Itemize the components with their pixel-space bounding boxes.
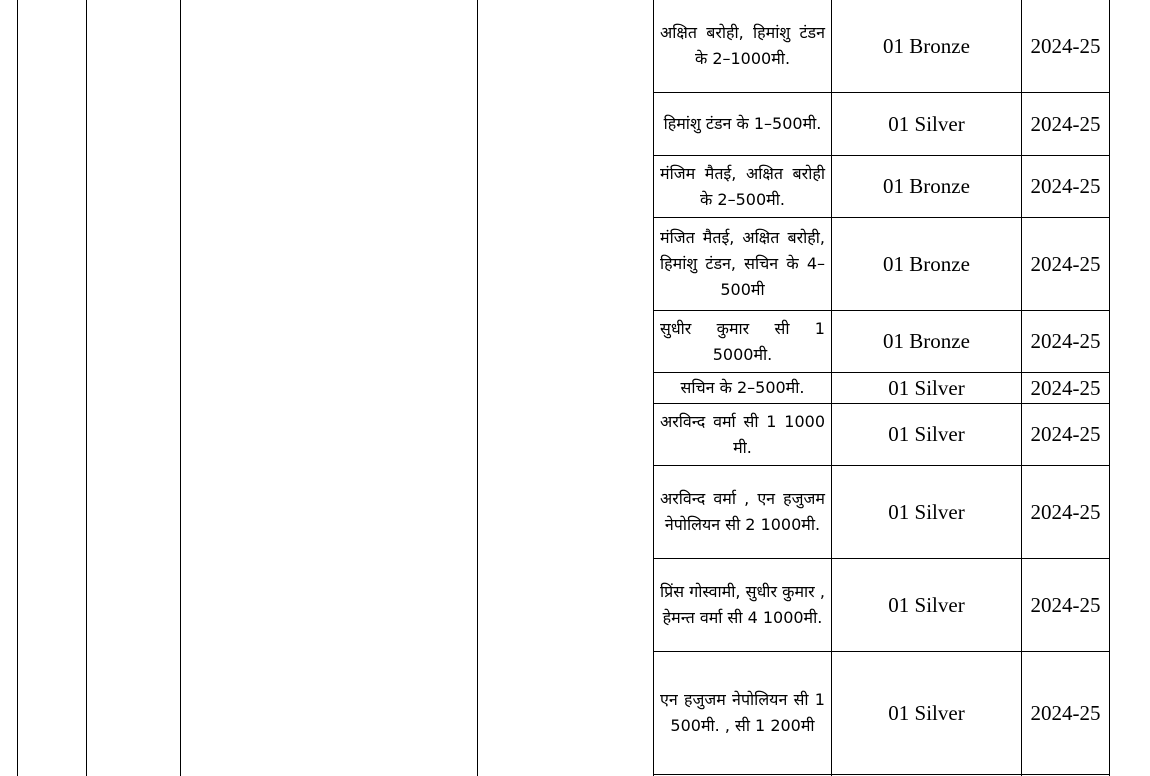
column-border bbox=[477, 0, 478, 776]
year-text: 2024-25 bbox=[1030, 329, 1101, 353]
medal-cell bbox=[832, 559, 1021, 651]
medal-cell bbox=[832, 466, 1021, 558]
year-cell bbox=[1022, 218, 1109, 310]
event-cell bbox=[654, 218, 831, 310]
year-text: 2024-25 bbox=[1030, 375, 1101, 400]
year-cell bbox=[1022, 404, 1109, 465]
column-border bbox=[1109, 0, 1110, 776]
year-cell bbox=[1022, 466, 1109, 558]
column-border bbox=[180, 0, 181, 776]
event-text: प्रिंस गोस्वामी, सुधीर कुमार , हेमन्त वर्मा सी 4 1000मी. bbox=[660, 582, 825, 627]
medal-text: 01 Bronze bbox=[883, 329, 970, 353]
year-cell bbox=[1022, 0, 1109, 92]
medal-text: 01 Silver bbox=[888, 422, 965, 446]
medal-cell bbox=[832, 218, 1021, 310]
event-text: एन हजुजम नेपोलियन सी 1 500मी. , सी 1 200मी bbox=[660, 690, 825, 735]
event-cell bbox=[654, 156, 831, 217]
medal-cell bbox=[832, 93, 1021, 155]
year-cell bbox=[1022, 156, 1109, 217]
event-text: अरविन्द वर्मा सी 1 1000 मी. bbox=[660, 411, 825, 457]
medal-text: 01 Silver bbox=[888, 375, 965, 400]
medal-text: 01 Bronze bbox=[883, 33, 970, 58]
event-text: सचिन के 2–500मी. bbox=[680, 378, 805, 397]
medal-cell bbox=[832, 404, 1021, 465]
event-text: मंजित मैतई, अक्षित बरोही, हिमांशु टंडन, सचिन के 4–500मी bbox=[660, 228, 825, 299]
year-text: 2024-25 bbox=[1030, 422, 1101, 446]
year-text: 2024-25 bbox=[1030, 700, 1101, 725]
medal-cell bbox=[832, 652, 1021, 774]
medal-text: 01 Silver bbox=[888, 111, 965, 136]
event-text: अरविन्द वर्मा , एन हजुजम नेपोलियन सी 2 1000मी. bbox=[660, 489, 825, 534]
medal-text: 01 Bronze bbox=[883, 174, 970, 198]
year-text: 2024-25 bbox=[1030, 592, 1101, 617]
medal-cell bbox=[832, 156, 1021, 217]
year-text: 2024-25 bbox=[1030, 251, 1101, 276]
column-border bbox=[17, 0, 18, 776]
event-cell bbox=[654, 466, 831, 558]
year-cell bbox=[1022, 652, 1109, 774]
year-cell bbox=[1022, 373, 1109, 403]
medal-text: 01 Bronze bbox=[883, 251, 970, 276]
year-cell bbox=[1022, 559, 1109, 651]
event-cell bbox=[654, 404, 831, 465]
event-text: अक्षित बरोही, हिमांशु टंडन के 2–1000मी. bbox=[660, 23, 825, 68]
event-cell bbox=[654, 559, 831, 651]
event-cell bbox=[654, 373, 831, 403]
year-cell bbox=[1022, 311, 1109, 372]
event-text: सुधीर कुमार सी 1 5000मी. bbox=[660, 318, 825, 364]
medal-cell bbox=[832, 0, 1021, 92]
medal-cell bbox=[832, 373, 1021, 403]
year-text: 2024-25 bbox=[1030, 499, 1101, 524]
year-text: 2024-25 bbox=[1030, 33, 1101, 58]
medal-cell bbox=[832, 311, 1021, 372]
event-text: हिमांशु टंडन के 1–500मी. bbox=[663, 114, 822, 133]
year-text: 2024-25 bbox=[1030, 111, 1101, 136]
event-text: मंजिम मैतई, अक्षित बरोही के 2–500मी. bbox=[660, 163, 825, 209]
event-cell bbox=[654, 311, 831, 372]
row-border bbox=[653, 774, 1110, 775]
column-border bbox=[86, 0, 87, 776]
event-cell bbox=[654, 652, 831, 774]
medal-text: 01 Silver bbox=[888, 499, 965, 524]
event-cell bbox=[654, 93, 831, 155]
medal-text: 01 Silver bbox=[888, 592, 965, 617]
year-text: 2024-25 bbox=[1030, 174, 1101, 198]
event-cell bbox=[654, 0, 831, 92]
year-cell bbox=[1022, 93, 1109, 155]
medal-text: 01 Silver bbox=[888, 700, 965, 725]
